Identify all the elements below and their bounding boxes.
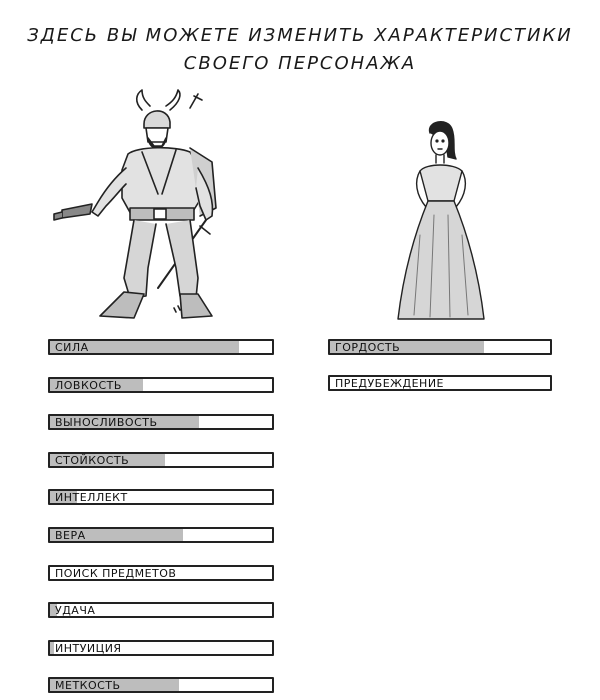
- stat-label: СИЛА: [55, 341, 89, 354]
- stat-label: ПРЕДУБЕЖДЕНИЕ: [335, 377, 444, 390]
- stat-label: ЛОВКОСТЬ: [55, 378, 122, 392]
- stat-label: СТОЙКОСТЬ: [55, 453, 130, 467]
- stat-bar-right-0[interactable]: [328, 339, 552, 355]
- stat-bar-fill: [50, 642, 54, 654]
- stat-label: УДАЧА: [55, 604, 96, 618]
- stat-label: ПОИСК ПРЕДМЕТОВ: [55, 566, 177, 580]
- stat-label: ИНТЕЛЛЕКТ: [55, 491, 128, 505]
- stat-label: ВЕРА: [55, 529, 86, 542]
- stat-bar-left-2[interactable]: [48, 414, 274, 430]
- viking-warrior-figure: [50, 88, 240, 328]
- stat-bar-left-5[interactable]: [48, 527, 274, 543]
- stat-label: ГОРДОСТЬ: [335, 341, 401, 354]
- stat-label: ВЫНОСЛИВОСТЬ: [55, 416, 158, 430]
- stat-bar-left-1[interactable]: [48, 377, 274, 393]
- stat-label: МЕТКОСТЬ: [55, 679, 121, 693]
- stat-bar-right-1[interactable]: [328, 375, 552, 391]
- stat-bar-left-6[interactable]: [48, 565, 274, 581]
- stat-bar-left-3[interactable]: [48, 452, 274, 468]
- page-title-line-2: СВОЕГО ПЕРСОНАЖА: [183, 53, 417, 74]
- stat-bar-left-0[interactable]: [48, 339, 274, 355]
- page-title-line-1: ЗДЕСЬ ВЫ МОЖЕТЕ ИЗМЕНИТЬ ХАРАКТЕРИСТИКИ: [27, 25, 573, 46]
- stat-label: ИНТУИЦИЯ: [55, 641, 122, 655]
- stat-bar-left-8[interactable]: [48, 640, 274, 656]
- lady-in-gown-figure: [390, 115, 490, 327]
- stat-bar-left-4[interactable]: [48, 489, 274, 505]
- stat-bar-left-9[interactable]: [48, 677, 274, 693]
- stat-bar-left-7[interactable]: [48, 602, 274, 618]
